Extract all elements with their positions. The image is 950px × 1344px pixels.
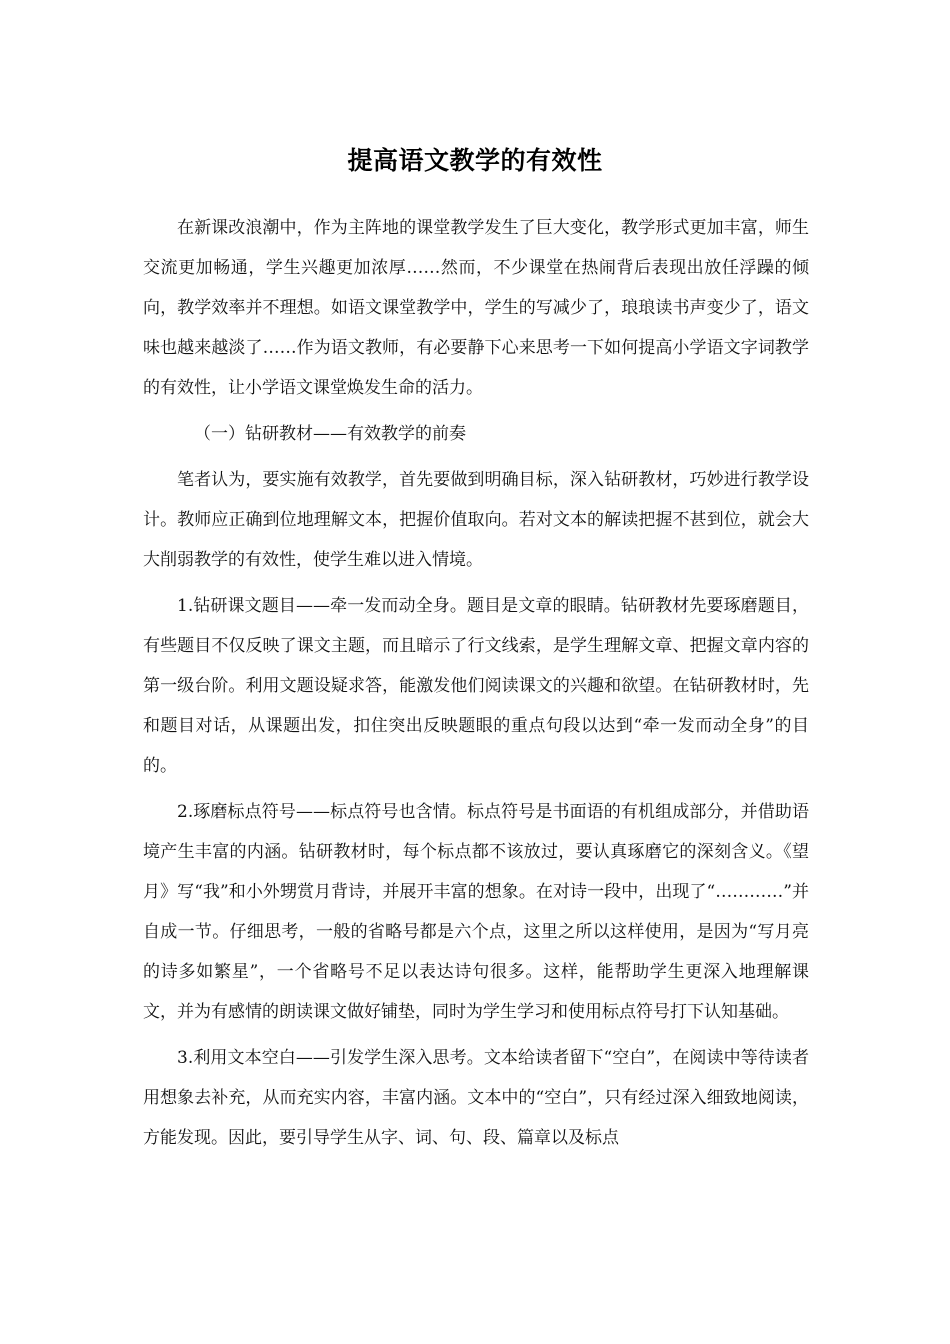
section-intro-paragraph: 笔者认为，要实施有效教学，首先要做到明确目标，深入钻研教材，巧妙进行教学设计。教师应正确到位地理解文本，把握价值取向。若对文本的解读把握不甚到位，就会大大削弱教学的有效性，使学生难以进入情境。 — [143, 470, 809, 570]
document-body — [143, 208, 809, 1158]
point-3-paragraph: 3.利用文本空白——引发学生深入思考。文本给读者留下“空白”，在阅读中等待读者用想象去补充，从而充实内容，丰富内涵。文本中的“空白”，只有经过深入细致地阅读，方能发现。因此，要引导学生从字、词、句、段、篇章以及标点 — [143, 1048, 809, 1148]
point-2-paragraph: 2.琢磨标点符号——标点符号也含情。标点符号是书面语的有机组成部分，并借助语境产生丰富的内涵。钻研教材时，每个标点都不该放过，要认真琢磨它的深刻含义。《望月》写“我”和小外甥赏月背诗，并展开丰富的想象。在对诗一段中，出现了“…………”并自成一节。仔细思考，一般的省略号都是六个点，这里之所以这样使用，是因为“写月亮的诗多如繁星”，一个省略号不足以表达诗句很多。这样，能帮助学生更深入地理解课文，并为有感情的朗读课文做好铺垫，同时为学生学习和使用标点符号打下认知基础。 — [143, 802, 809, 1022]
point-1-paragraph: 1.钻研课文题目——牵一发而动全身。题目是文章的眼睛。钻研教材先要琢磨题目，有些题目不仅反映了课文主题，而且暗示了行文线索，是学生理解文章、把握文章内容的第一级台阶。利用文题设疑求答，能激发他们阅读课文的兴趣和欲望。在钻研教材时，先和题目对话，从课题出发，扣住突出反映题眼的重点句段以达到“牵一发而动全身”的目的。 — [143, 596, 809, 776]
document-title: 提高语文教学的有效性 — [347, 146, 603, 175]
section-heading: （一）钻研教材——有效教学的前奏 — [194, 424, 466, 444]
intro-paragraph: 在新课改浪潮中，作为主阵地的课堂教学发生了巨大变化，教学形式更加丰富，师生交流更加畅通，学生兴趣更加浓厚……然而，不少课堂在热闹背后表现出放任浮躁的倾向，教学效率并不理想。如语文课堂教学中，学生的写减少了，琅琅读书声变少了，语文味也越来越淡了……作为语文教师，有必要静下心来思考一下如何提高小学语文字词教学的有效性，让小学语文课堂焕发生命的活力。 — [143, 218, 809, 398]
